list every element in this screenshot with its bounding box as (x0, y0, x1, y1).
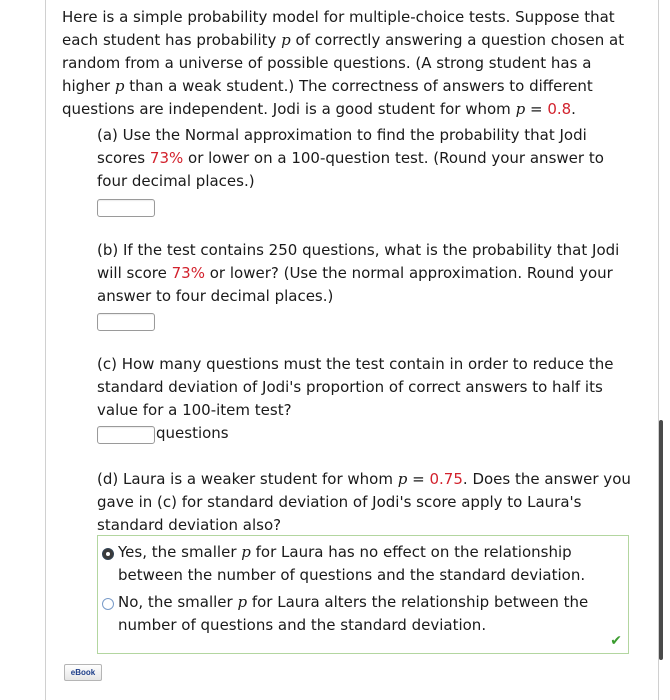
part-c-line-1: (c) How many questions must the test contain in order to reduce the (97, 355, 614, 373)
part-a-answer-input[interactable] (97, 199, 155, 217)
scrollbar-thumb[interactable] (659, 420, 663, 660)
radio-no[interactable] (102, 598, 114, 610)
choice-yes-line-2: between the number of questions and the standard deviation. (118, 566, 586, 584)
part-c-unit-label: questions (156, 424, 229, 442)
radio-yes[interactable] (102, 548, 114, 560)
intro-line-3: random from a universe of possible questions. (A strong student has a (62, 54, 592, 72)
part-d-line-2: gave in (c) for standard deviation of Jodi's score apply to Laura's (97, 493, 582, 511)
intro-line-2: each student has probability p of correctly answering a question chosen at (62, 31, 625, 49)
part-d-line-1: (d) Laura is a weaker student for whom p = 0.75. Does the answer you (97, 470, 631, 488)
part-a-line-3: four decimal places.) (97, 172, 255, 190)
part-d-line-3: standard deviation also? (97, 516, 282, 534)
part-b-answer-input[interactable] (97, 313, 155, 331)
part-a-line-1: (a) Use the Normal approximation to find the probability that Jodi (97, 126, 587, 144)
intro-line-1: Here is a simple probability model for multiple-choice tests. Suppose that (62, 8, 615, 26)
part-c-answer-input[interactable] (97, 426, 155, 444)
choice-no-line-1: No, the smaller p for Laura alters the relationship between the (118, 593, 589, 611)
part-a-line-2: scores 73% or lower on a 100-question test. (Round your answer to (97, 149, 604, 167)
part-d-choices (97, 535, 629, 654)
ebook-button[interactable]: eBook (64, 664, 102, 681)
part-c-line-2: standard deviation of Jodi's proportion of correct answers to half its (97, 378, 603, 396)
part-b-line-1: (b) If the test contains 250 questions, what is the probability that Jodi (97, 241, 620, 259)
choice-yes-line-1: Yes, the smaller p for Laura has no effect on the relationship (118, 543, 572, 561)
choice-no-line-2: number of questions and the standard deviation. (118, 616, 487, 634)
part-b-line-3: answer to four decimal places.) (97, 287, 334, 305)
intro-line-5: questions are independent. Jodi is a good student for whom p = 0.8. (62, 100, 576, 118)
part-c-line-3: value for a 100-item test? (97, 401, 292, 419)
correct-check-icon: ✔ (610, 633, 622, 649)
part-b-line-2: will score 73% or lower? (Use the normal approximation. Round your (97, 264, 613, 282)
intro-line-4: higher p than a weak student.) The correctness of answers to different (62, 77, 593, 95)
